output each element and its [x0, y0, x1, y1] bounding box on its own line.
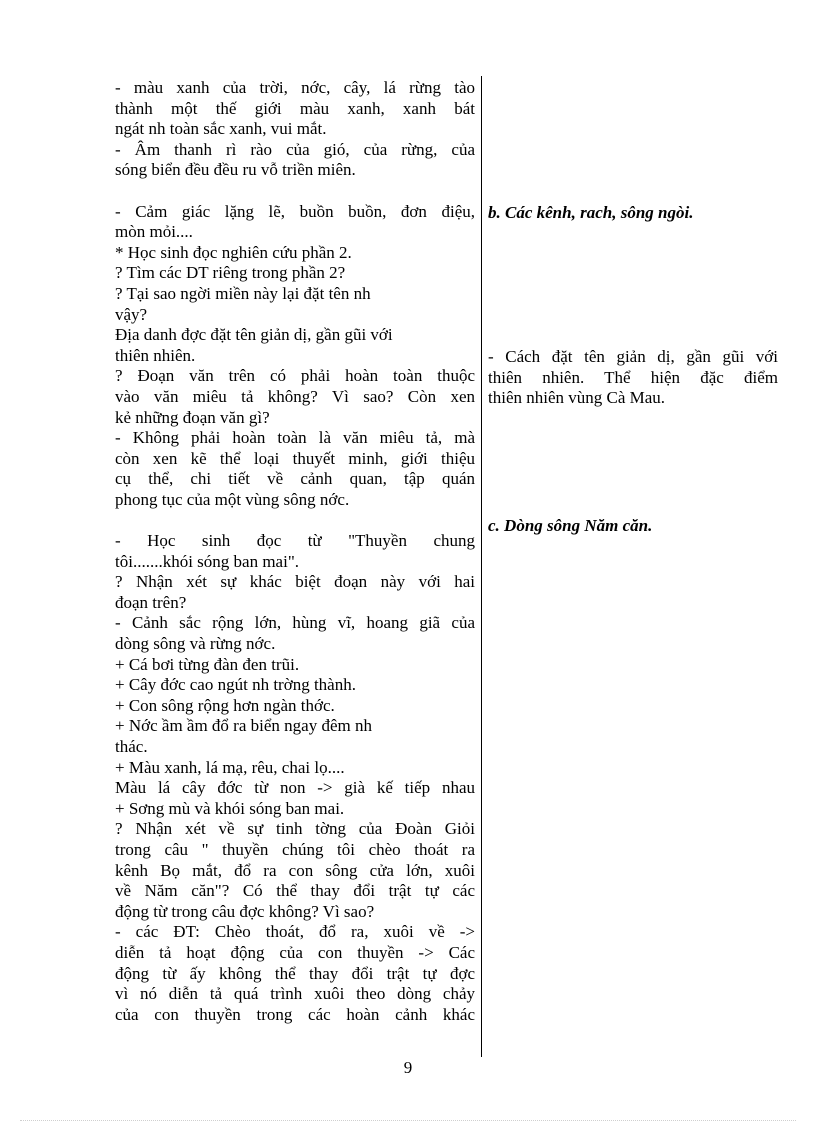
heading-c: c. Dòng sông Năm căn.: [488, 516, 653, 535]
text-b-line: thiên nhiên vùng Cà Mau.: [488, 388, 666, 408]
text-line: thiên nhiên.: [115, 345, 196, 365]
text-line: thành một thế giới màu xanh, xanh bát: [115, 98, 475, 118]
text-b: [488, 347, 778, 409]
page-number: 9: [403, 1058, 413, 1077]
column-divider: [481, 76, 482, 1057]
text-line: vì nó diễn tả quá trình xuôi theo dòng chảy: [115, 984, 475, 1004]
text-line: trong câu " thuyền chúng tôi chèo thoát ra: [115, 839, 475, 859]
text-line: kẻ những đoạn văn gì?: [115, 407, 270, 427]
text-line: động từ trong câu đợc không? Vì sao?: [115, 901, 375, 921]
text-line: về Năm căn"? Có thể thay đổi trật tự các: [115, 881, 475, 901]
bottom-dotted-rule: [20, 1120, 796, 1121]
text-line: - Cảnh sắc rộng lớn, hùng vĩ, hoang giã của: [115, 613, 475, 633]
text-b-line: - Cách đặt tên giản dị, gần gũi với: [488, 347, 778, 366]
text-line: vào văn miêu tả không? Vì sao? Còn xen: [115, 386, 475, 406]
text-line: diễn tả hoạt động của con thuyền -> Các: [115, 942, 475, 962]
text-line: * Học sinh đọc nghiên cứu phần 2.: [115, 242, 352, 262]
text-line: - màu xanh của trời, nớc, cây, lá rừng tào: [115, 78, 475, 97]
text-line: vậy?: [115, 304, 148, 324]
text-line: + Màu xanh, lá mạ, rêu, chai lọ....: [115, 757, 345, 777]
text-line: thác.: [115, 737, 148, 756]
text-line: tôi.......khói sóng ban mai".: [115, 551, 300, 571]
text-line: - Cảm giác lặng lẽ, buồn buồn, đơn điệu,: [115, 201, 475, 221]
paragraph-gap: [115, 181, 475, 202]
text-line: Địa danh đợc đặt tên giản dị, gần gũi với: [115, 325, 393, 345]
text-line: mòn mỏi....: [115, 222, 193, 242]
text-line: phong tục của một vùng sông nớc.: [115, 489, 350, 509]
text-line: động từ ấy không thể thay đổi trật tự đợc: [115, 963, 475, 983]
text-line: + Con sông rộng hơn ngàn thớc.: [115, 695, 335, 715]
text-line: ? Tại sao ngời miền này lại đặt tên nh: [115, 283, 371, 303]
text-line: + Cá bơi từng đàn đen trũi.: [115, 654, 300, 674]
text-line: còn xen kẽ thể loại thuyết minh, giới thiệu: [115, 448, 475, 468]
text-line: sóng biển đều đều ru vỗ triền miên.: [115, 160, 356, 180]
text-line: ? Đoạn văn trên có phải hoàn toàn thuộc: [115, 366, 475, 386]
heading-b: b. Các kênh, rach, sông ngòi.: [488, 203, 694, 222]
text-line: của con thuyền trong các hoàn cảnh khác: [115, 1004, 475, 1024]
text-line: cụ thể, chi tiết về cảnh quan, tập quán: [115, 469, 475, 489]
left-column: [115, 78, 475, 1025]
text-line: - các ĐT: Chèo thoát, đổ ra, xuôi về ->: [115, 922, 475, 942]
text-line: + Nớc ầm ầm đổ ra biển ngay đêm nh: [115, 716, 372, 736]
text-line: ngát nh toàn sắc xanh, vui mắt.: [115, 119, 327, 139]
text-line: ? Tìm các DT riêng trong phần 2?: [115, 263, 346, 283]
text-line: - Âm thanh rì rào của gió, của rừng, của: [115, 139, 475, 159]
text-line: - Không phải hoàn toàn là văn miêu tả, mà: [115, 428, 475, 448]
text-line: kênh Bọ mắt, đổ ra con sông cửa lớn, xuôi: [115, 860, 475, 880]
text-line: + Sơng mù và khói sóng ban mai.: [115, 798, 345, 818]
text-line: dòng sông và rừng nớc.: [115, 634, 276, 654]
text-line: Màu lá cây đớc từ non -> già kế tiếp nhau: [115, 778, 475, 798]
text-line: ? Nhận xét về sự tinh tờng của Đoàn Giỏi: [115, 819, 475, 839]
text-line: đoạn trên?: [115, 592, 187, 612]
paragraph-gap: [115, 510, 475, 531]
text-b-line: thiên nhiên. Thể hiện đặc điểm: [488, 367, 778, 387]
text-line: - Học sinh đọc từ "Thuyền chung: [115, 531, 475, 551]
text-line: ? Nhận xét sự khác biệt đoạn này với hai: [115, 572, 475, 592]
text-line: + Cây đớc cao ngút nh trờng thành.: [115, 675, 356, 695]
